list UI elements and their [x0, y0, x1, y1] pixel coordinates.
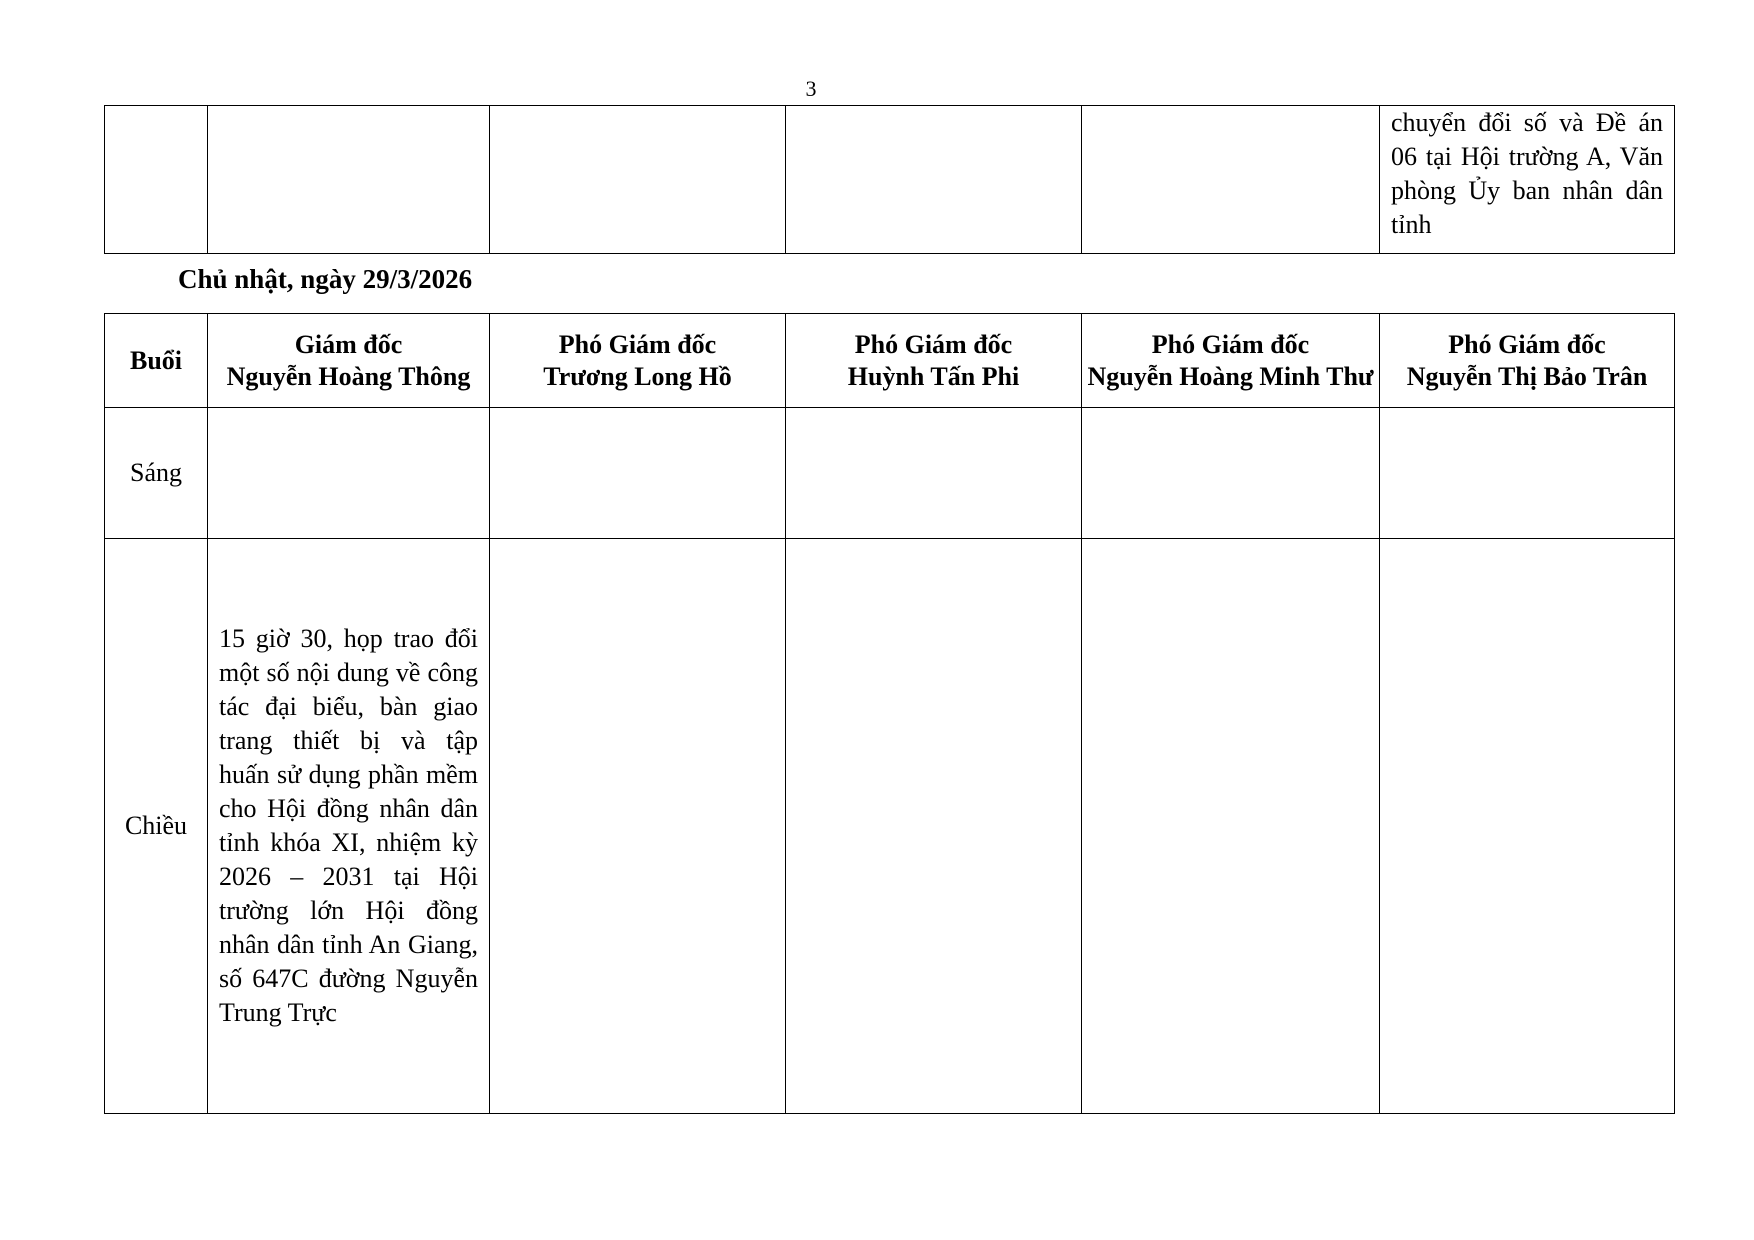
- session-label: Chiều: [105, 539, 208, 1114]
- continued-row: [105, 106, 1675, 254]
- page-number: 3: [805, 76, 817, 101]
- schedule-cell: [786, 539, 1082, 1114]
- schedule-cell-text: 15 giờ 30, họp trao đổi một số nội dung về công tác đại biểu, bàn giao trang thiết bị và tập huấn sử dụng phần mềm cho Hội đồng nhân dân tỉnh khóa XI, nhiệm kỳ 2026 – 2031 tại Hội trường lớn Hội đồng nhân dân tỉnh An Giang, số 647C đường Nguyễn Trung Trực: [219, 624, 478, 1027]
- header-deputy-2: [786, 314, 1082, 408]
- header-title: Giám đốc: [294, 329, 403, 359]
- header-person-name: Nguyễn Thị Bảo Trân: [1406, 361, 1648, 391]
- empty-cell: [208, 106, 490, 254]
- header-person-name: Trương Long Hồ: [543, 361, 732, 391]
- header-deputy-3: [1082, 314, 1380, 408]
- empty-cell: [1082, 106, 1380, 254]
- header-person-name: Nguyễn Hoàng Thông: [226, 361, 471, 391]
- header-deputy-4: [1380, 314, 1675, 408]
- day-heading: Chủ nhật, ngày 29/3/2026: [178, 264, 473, 294]
- schedule-cell: [786, 408, 1082, 539]
- header-director: [208, 314, 490, 408]
- schedule-cell: [1082, 408, 1380, 539]
- empty-cell: [786, 106, 1082, 254]
- header-deputy-1: [490, 314, 786, 408]
- schedule-cell: [490, 539, 786, 1114]
- schedule-table: [104, 313, 1675, 1114]
- header-title: Phó Giám đốc: [558, 329, 717, 359]
- empty-cell: [490, 106, 786, 254]
- schedule-cell: [1082, 539, 1380, 1114]
- header-title: Phó Giám đốc: [854, 329, 1013, 359]
- table-row-afternoon: [105, 539, 1675, 1114]
- continued-schedule-table: [104, 105, 1675, 254]
- schedule-cell: [1380, 539, 1675, 1114]
- header-title: Phó Giám đốc: [1448, 329, 1606, 359]
- table-row-morning: [105, 408, 1675, 539]
- header-session: Buổi: [105, 314, 208, 408]
- session-label: Sáng: [105, 408, 208, 539]
- header-person-name: Huỳnh Tấn Phi: [847, 361, 1020, 391]
- continued-cell-text: chuyển đổi số và Đề án 06 tại Hội trường A, Văn phòng Ủy ban nhân dân tỉnh: [1380, 106, 1675, 254]
- schedule-cell: [208, 408, 490, 539]
- header-row: [105, 314, 1675, 408]
- schedule-cell: [208, 539, 490, 1114]
- header-title: Phó Giám đốc: [1151, 329, 1310, 359]
- empty-cell: [105, 106, 208, 254]
- schedule-cell: [490, 408, 786, 539]
- schedule-cell: [1380, 408, 1675, 539]
- header-person-name: Nguyễn Hoàng Minh Thư: [1087, 361, 1374, 391]
